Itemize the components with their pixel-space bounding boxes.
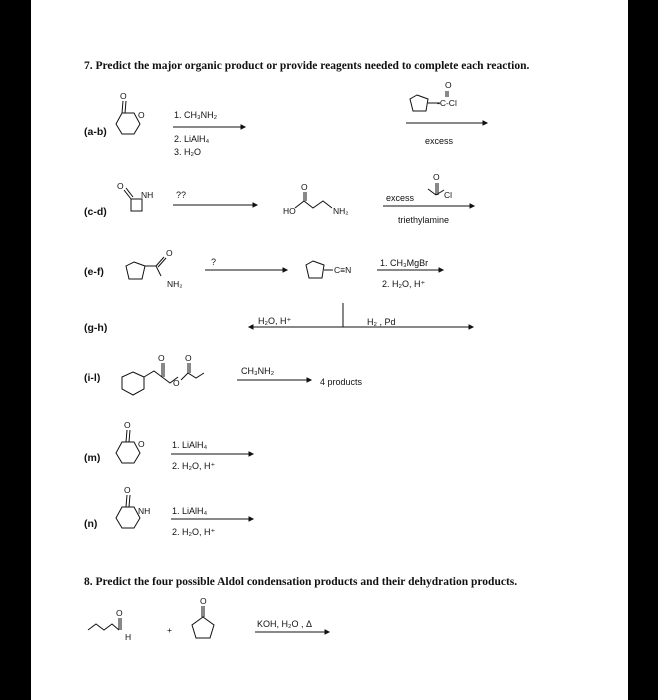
m-ring-oxygen: O <box>138 439 145 449</box>
ab-right-arrowhead <box>483 121 487 125</box>
reagent-cd-excess: excess <box>386 193 415 203</box>
cd-lactam-nh: NH <box>141 190 154 200</box>
gh-left-arrowhead <box>249 325 253 329</box>
ab-arrowhead <box>241 125 245 129</box>
n-carbonyl-oxygen: O <box>124 485 131 495</box>
reagent-ab-step2: 2. LiAlH₄ <box>174 134 210 144</box>
q8-aldehyde-oxygen: O <box>116 608 123 618</box>
reagent-n-step2: 2. H₂O, H⁺ <box>172 527 216 537</box>
label-a-b: (a-b) <box>84 126 107 138</box>
il-anhydride <box>122 353 204 395</box>
ab-acyl-chloride <box>410 80 457 111</box>
cd-amino-acid <box>283 182 349 216</box>
reagent-n-step1: 1. LiAlH₄ <box>172 506 208 516</box>
q8-aldehyde-h: H <box>125 632 132 642</box>
worksheet-page <box>31 0 628 700</box>
cd-arrowhead <box>253 203 257 207</box>
reagent-cd-unknown: ?? <box>176 190 187 200</box>
q8-arrowhead <box>325 630 329 634</box>
label-e-f: (e-f) <box>84 266 104 278</box>
m-arrowhead <box>249 452 253 456</box>
cd-amine: NH₂ <box>333 206 349 216</box>
q8-plus: + <box>167 625 172 635</box>
cd-acetyl-chloride <box>428 172 452 200</box>
il-carbonyl-oxygen-1: O <box>158 353 165 363</box>
gh-right-arrowhead <box>469 325 473 329</box>
n-ring-nh: NH <box>138 506 151 516</box>
reagent-gh-hydrolysis: H₂O, H⁺ <box>258 316 292 326</box>
label-n: (n) <box>84 518 98 530</box>
cd-acyl-oxygen: O <box>433 172 440 182</box>
cd-lactam-oxygen: O <box>117 181 124 191</box>
ef-amide-nh2: NH₂ <box>167 279 183 289</box>
n-arrowhead <box>249 517 253 521</box>
ef-nitrile <box>306 261 351 278</box>
reagent-ab-excess: excess <box>425 136 454 146</box>
ef-right-arrowhead <box>439 268 443 272</box>
ef-arrowhead <box>283 268 287 272</box>
ef-amide <box>126 248 183 289</box>
ab-starting-lactone <box>116 91 145 134</box>
m-lactone <box>116 420 145 463</box>
reagent-m-step2: 2. H₂O, H⁺ <box>172 461 216 471</box>
cd-beta-lactam <box>117 181 153 211</box>
reagent-il-methylamine: CH₃NH₂ <box>241 366 275 376</box>
cd-chlorine: Cl <box>444 190 453 200</box>
reagent-gh-hydrogenation: H₂ , Pd <box>367 317 396 327</box>
ab-ring-oxygen: O <box>138 110 145 120</box>
ab-acyl-oxygen: O <box>445 80 452 90</box>
ab-carbonyl-oxygen: O <box>120 91 127 101</box>
label-i-l: (i-l) <box>84 372 101 384</box>
label-m: (m) <box>84 452 101 464</box>
product-il-count: 4 products <box>320 377 363 387</box>
n-lactam <box>116 485 150 528</box>
question-7: 7. Predict the major organic product or provide reagents needed to complete each reaction. <box>84 60 530 72</box>
reagent-cd-triethylamine: triethylamine <box>398 215 450 225</box>
cd-hydroxyl: HO <box>283 206 296 216</box>
reagent-q8-aldol: KOH, H₂O , Δ <box>257 619 313 629</box>
reagent-ef-workup: 2. H₂O, H⁺ <box>382 279 426 289</box>
label-c-d: (c-d) <box>84 206 107 218</box>
ef-nitrile-group: C≡N <box>334 265 352 275</box>
reagent-ef-unknown: ? <box>211 257 217 267</box>
label-g-h: (g-h) <box>84 322 108 334</box>
reagent-ab-step3: 3. H₂O <box>174 147 201 157</box>
q8-cyclopentanone <box>192 596 214 638</box>
m-carbonyl-oxygen: O <box>124 420 131 430</box>
reagent-m-step1: 1. LiAlH₄ <box>172 440 208 450</box>
ef-amide-oxygen: O <box>166 248 173 258</box>
reagent-ef-grignard: 1. CH₃MgBr <box>380 258 429 268</box>
q8-ketone-oxygen: O <box>200 596 207 606</box>
cd-right-arrowhead <box>470 204 474 208</box>
il-carbonyl-oxygen-2: O <box>185 353 192 363</box>
question-8: 8. Predict the four possible Aldol condensation products and their dehydration products. <box>84 576 518 588</box>
il-arrowhead <box>307 378 311 382</box>
cd-acid-oxygen: O <box>301 182 308 192</box>
acyl-chloride-group: -C-Cl <box>437 98 457 108</box>
structures-canvas <box>31 0 628 700</box>
q8-butanal <box>88 608 131 642</box>
il-bridge-oxygen: O <box>173 378 180 388</box>
reagent-ab-step1: 1. CH₃NH₂ <box>174 110 218 120</box>
